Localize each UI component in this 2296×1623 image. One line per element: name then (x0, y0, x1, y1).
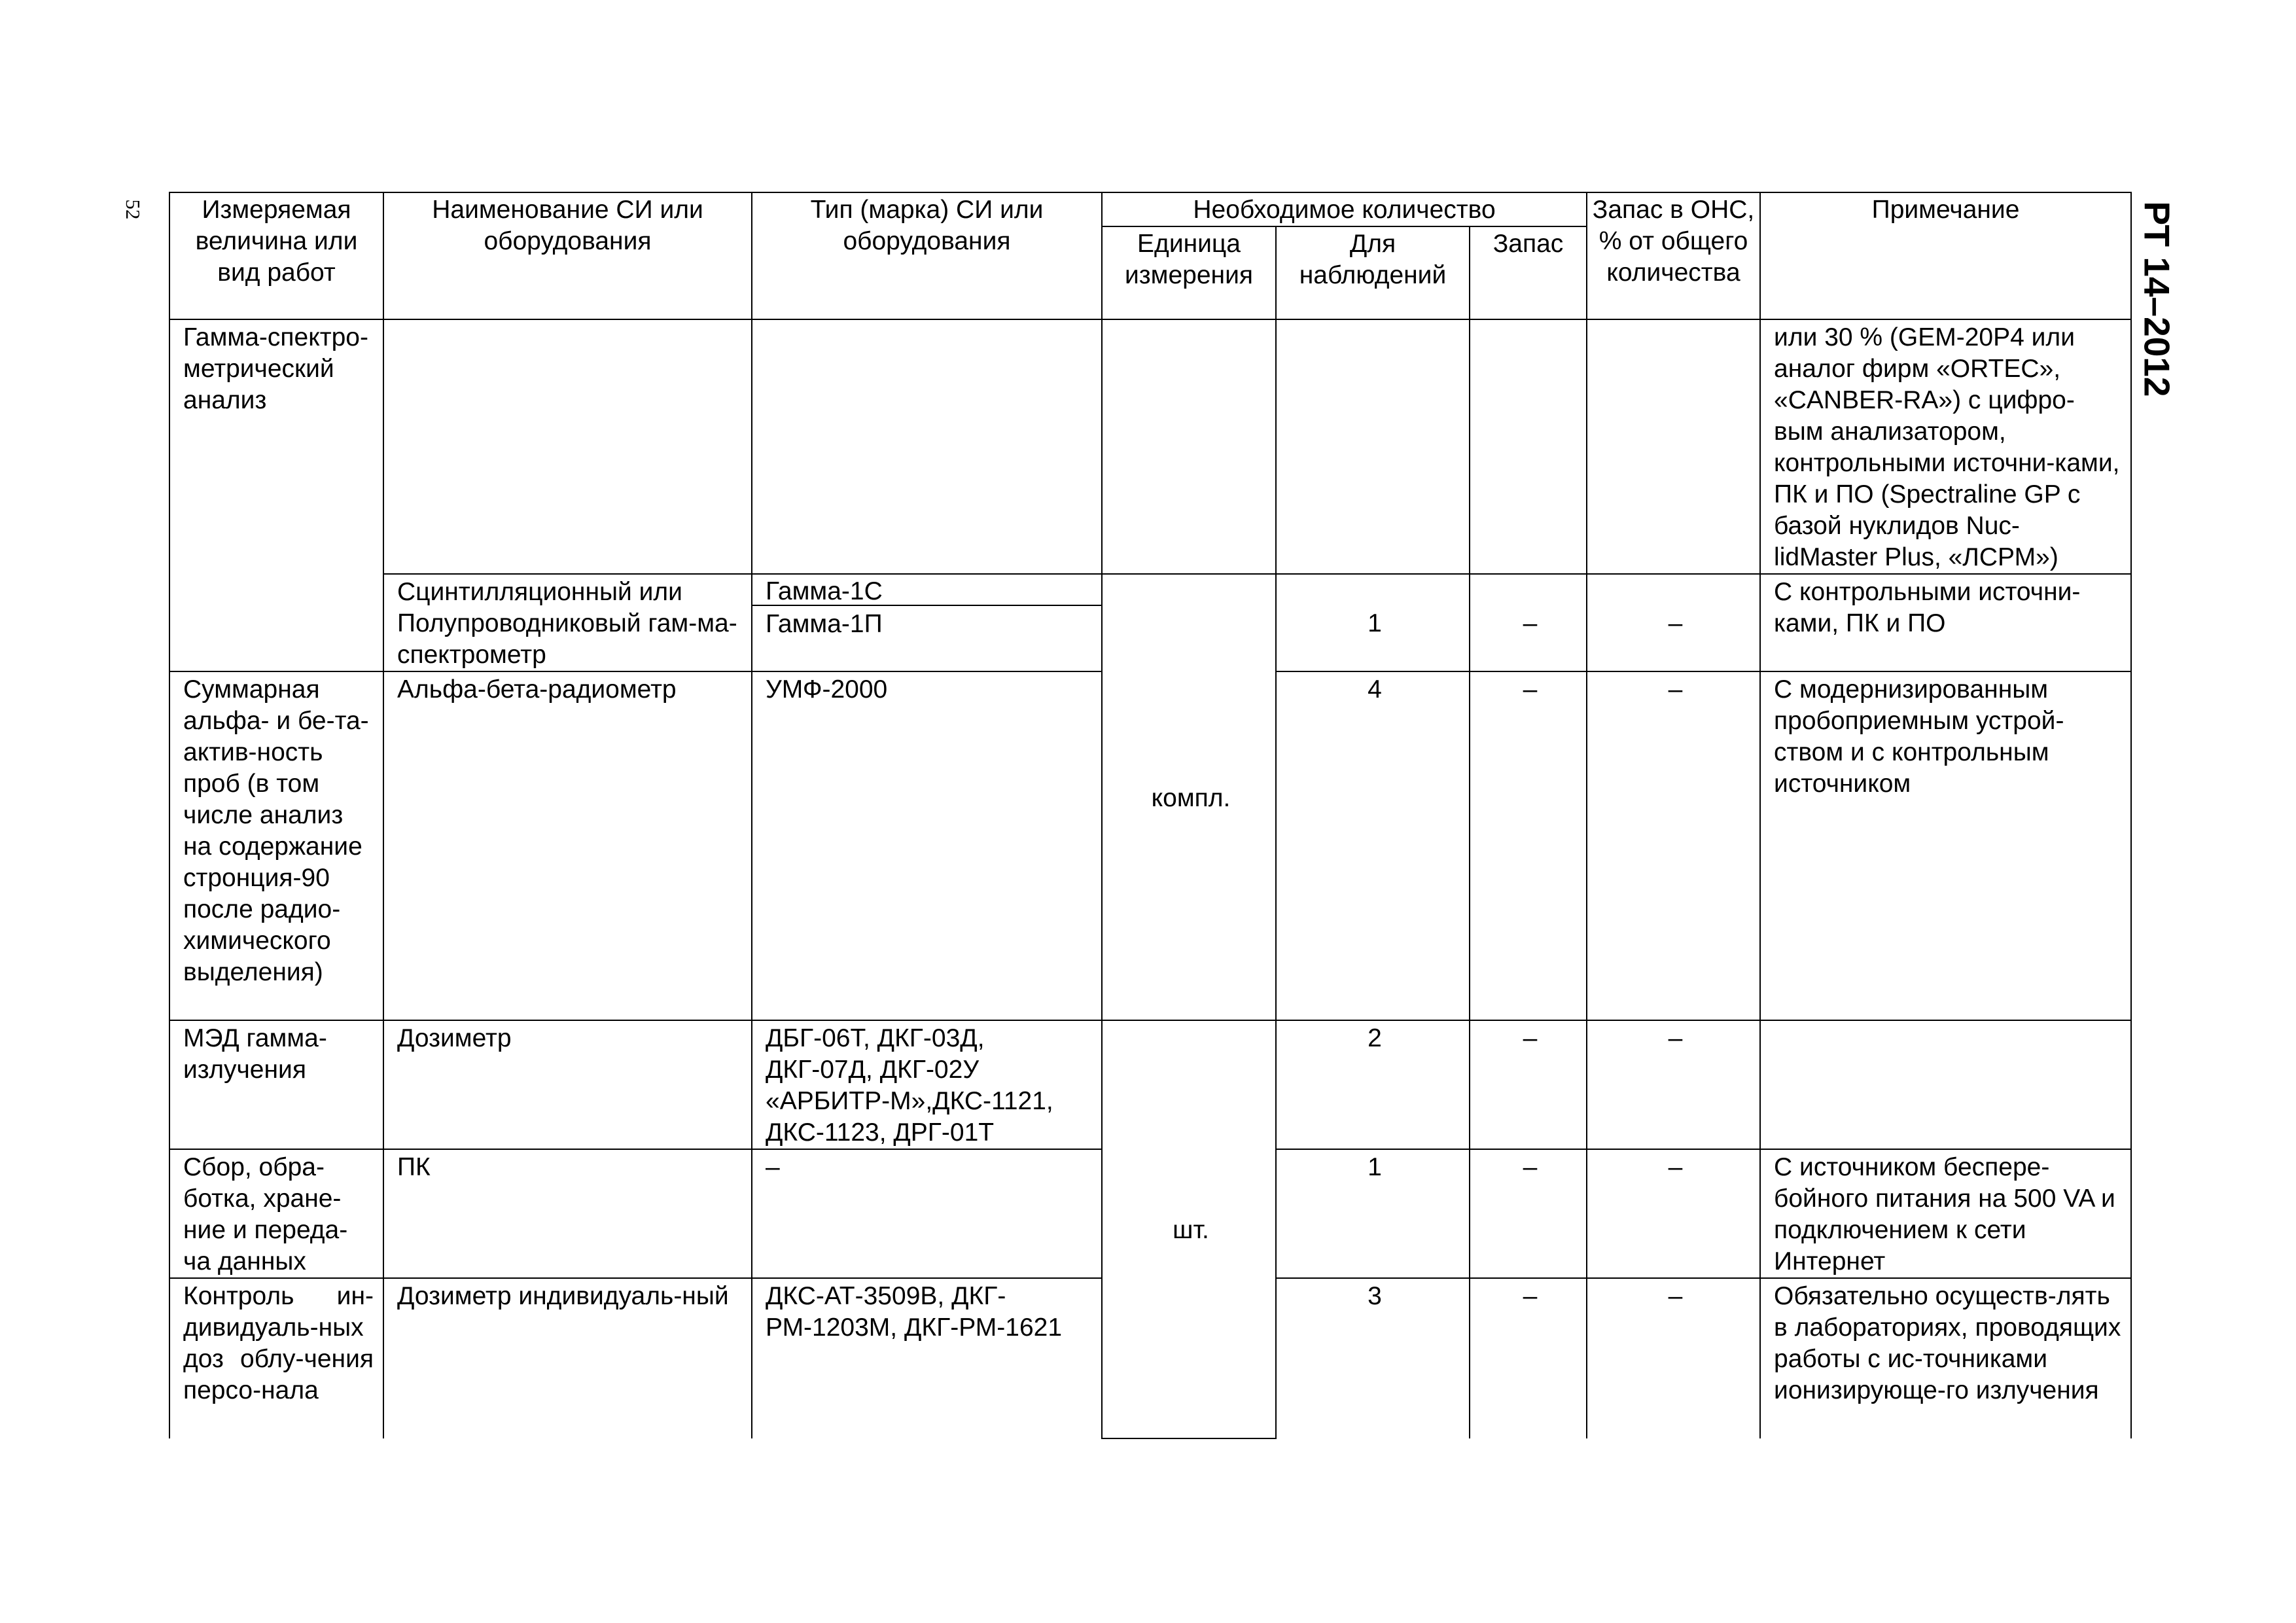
header-stock: Запас в ОНС, % от общего количества (1587, 192, 1760, 319)
cell-note: или 30 % (GEM-20P4 или аналог фирм «ORTEC», «CANBER-RA») с цифро-вым анализатором, контрольными источни-ками, ПК и ПО (Spectraline GP с базой нуклидов Nuc-lidMaster Plus, «ЛСРМ») (1760, 319, 2131, 574)
cell-measured: Гамма-спектро-метрический анализ (169, 319, 383, 671)
header-measured: Измеряемая величина или вид работ (169, 192, 383, 319)
cell-stock: – (1587, 671, 1760, 1020)
header-observ: Для наблюдений (1276, 226, 1470, 319)
table-row (169, 1020, 2131, 1149)
header-reserve: Запас (1470, 226, 1587, 319)
cell-name: Альфа-бета-радиометр (383, 671, 752, 1020)
cell-name: ПК (383, 1149, 752, 1278)
cell-unit (1102, 319, 1276, 574)
header-required: Необходимое количество (1102, 192, 1587, 226)
cell-note: Обязательно осуществ-лять в лабораториях, проводящих работы с ис-точниками ионизирующе-го излучения (1760, 1278, 2131, 1438)
header-name: Наименование СИ или оборудования (383, 192, 752, 319)
cell-name (383, 319, 752, 574)
cell-type-2: Гамма-1П (766, 610, 883, 638)
header-type: Тип (марка) СИ или оборудования (752, 192, 1102, 319)
cell-name: Дозиметр (383, 1020, 752, 1149)
cell-reserve: – (1470, 574, 1587, 671)
cell-note (1760, 1020, 2131, 1149)
document-code (2133, 194, 2180, 404)
cell-reserve (1470, 319, 1587, 574)
document-code-text: РТ 14–2012 (2136, 201, 2177, 397)
header-note: Примечание (1760, 192, 2131, 319)
cell-stock: – (1587, 1020, 1760, 1149)
cell-measured: Сбор, обра-ботка, хране-ние и переда-ча данных (169, 1149, 383, 1278)
cell-name: Дозиметр индивидуаль-ный (383, 1278, 752, 1438)
cell-stock: – (1587, 574, 1760, 671)
cell-type-1: Гамма-1С (752, 575, 1101, 606)
cell-reserve: – (1470, 1278, 1587, 1438)
cell-observ: 1 (1276, 574, 1470, 671)
header-unit: Единица измерения (1102, 226, 1276, 319)
cell-type (752, 319, 1102, 574)
cell-reserve: – (1470, 1020, 1587, 1149)
page-number: 52 (122, 199, 145, 220)
cell-note: С источником беспере-бойного питания на 500 VA и подключением к сети Интернет (1760, 1149, 2131, 1278)
cell-reserve: – (1470, 1149, 1587, 1278)
cell-observ: 1 (1276, 1149, 1470, 1278)
cell-stock: – (1587, 1149, 1760, 1278)
cell-note: С модернизированным пробоприемным устрой-ством и с контрольным источником (1760, 671, 2131, 1020)
cell-type-split (752, 574, 1102, 671)
cell-name: Сцинтилляционный или Полупроводниковый гам-ма-спектрометр (383, 574, 752, 671)
cell-measured: МЭД гамма-излучения (169, 1020, 383, 1149)
equipment-table (169, 192, 2132, 1439)
cell-stock: – (1587, 1278, 1760, 1438)
cell-note: С контрольными источни-ками, ПК и ПО (1760, 574, 2131, 671)
cell-type: – (752, 1149, 1102, 1278)
cell-unit: компл. (1102, 574, 1276, 1020)
cell-reserve: – (1470, 671, 1587, 1020)
table-row (169, 574, 2131, 671)
cell-type: ДБГ-06Т, ДКГ-03Д, ДКГ-07Д, ДКГ-02У «АРБИТР-М»,ДКС-1121, ДКС-1123, ДРГ-01Т (752, 1020, 1102, 1149)
cell-observ: 4 (1276, 671, 1470, 1020)
cell-measured: Контроль ин-дивидуаль-ных доз облу-чения персо-нала (169, 1278, 383, 1438)
cell-observ: 2 (1276, 1020, 1470, 1149)
cell-unit: шт. (1102, 1020, 1276, 1438)
cell-stock (1587, 319, 1760, 574)
table-row (169, 319, 2131, 574)
cell-type: ДКС-АТ-3509В, ДКГ-РМ-1203М, ДКГ-РМ-1621 (752, 1278, 1102, 1438)
cell-observ: 3 (1276, 1278, 1470, 1438)
cell-measured: Суммарная альфа- и бе-та- актив-ность проб (в том числе анализ на содержание стронция-90 после радио-химического выделения) (169, 671, 383, 1020)
cell-type: УМФ-2000 (752, 671, 1102, 1020)
cell-observ (1276, 319, 1470, 574)
